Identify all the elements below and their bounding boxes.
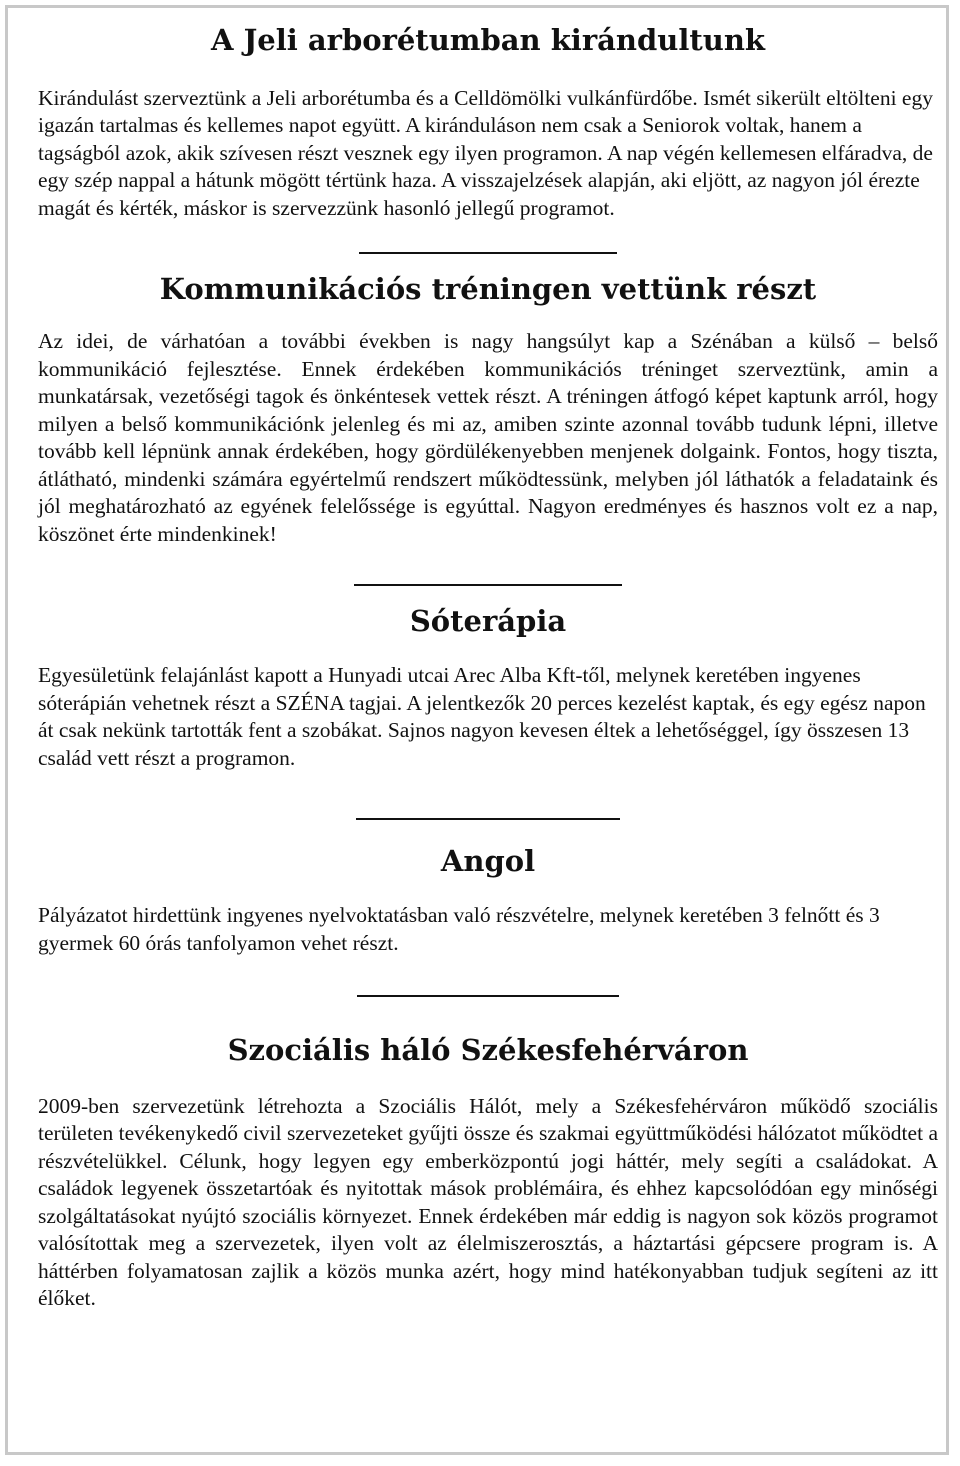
section-divider: [357, 995, 619, 997]
page-frame: [5, 5, 949, 1455]
section-divider: [354, 584, 622, 586]
section-body-szocialis-halo: 2009-ben szervezetünk létrehozta a Szociális Hálót, mely a Székesfehérváron működő szociális területen tevékenykedő civil szervezeteket gyűjti össze és szakmai együttműködési hálózatot működtet a részvételükkel. Célunk, hogy legyen egy emberközpontú jogi háttér, mely segíti a családokat. A családok legyenek összetartóak és nyitottak mások problémáira, és ehhez kapcsolódóan egy minőségi szolgáltatásokat nyújtó szociális környezet. Ennek érdekében már eddig is nagyon sok közös programot valósítottak meg a szervezetek, ilyen volt az élelmiszerosztás, a háztartási gépcsere program is. A háttérben folyamatosan zajlik a közös munka azért, hogy mind hatékonyabban tudjuk segíteni az itt élőket.: [38, 1093, 938, 1311]
section-divider: [359, 252, 617, 254]
section-body-jeli: Kirándulást szerveztünk a Jeli arborétumba és a Celldömölki vulkánfürdőbe. Ismét sikerült eltölteni egy igazán tartalmas és kellemes napot együtt. A kiránduláson nem csak a Seniorok voltak, hanem a tagságból azok, akik szívesen részt vesznek egy ilyen programon. A nap végén kellemesen elfáradva, de egy szép nappal a hátunk mögött tértünk haza. A visszajelzések alapján, aki eljött, az nagyon jól érezte magát és kérték, máskor is szervezzünk hasonló jellegű programot.: [38, 85, 933, 220]
section-body-kommunikacio: Az idei, de várhatóan a további években is nagy hangsúlyt kap a Szénában a külső – belső kommunikáció fejlesztése. Ennek érdekében kommunikációs tréninget szerveztünk, amin a munkatársak, vezetőségi tagok és önkéntesek vettek részt. A tréningen átfogó képet kaptunk arról, hogy milyen a belső kommunikációnk jelenleg és mi az, amiben szinte azonnal tovább tudunk lépni, illetve tovább kell lépnünk annak érdekében, hogy gördülékenyebben menjenek dolgaink. Fontos, hogy tiszta, átlátható, mindenki számára egyértelmű rendszert működtessünk, melyben jól láthatók a feladataink és jól meghatározható az egyének felelőssége is egyúttal. Nagyon eredményes és hasznos volt ez a nap, köszönet érte mindenkinek!: [38, 329, 938, 546]
newsletter-content: [38, 8, 938, 1313]
section-title-angol: Angol: [440, 844, 536, 879]
section-body-angol: Pályázatot hirdettünk ingyenes nyelvoktatásban való részvételre, melynek keretében 3 felnőtt és 3 gyermek 60 órás tanfolyamon vehet részt.: [38, 903, 880, 955]
section-title-soterapia: Sóterápia: [409, 604, 567, 639]
section-title-jeli: A Jeli arborétumban kirándultunk: [210, 23, 766, 57]
section-body-soterapia: Egyesületünk felajánlást kapott a Hunyadi utcai Arec Alba Kft-től, melynek keretében ingyenes sóterápián vehetnek részt a SZÉNA tagjai. A jelentkezők 20 perces kezelést kaptak, és egy egész napon át csak nekünk tartották fent a szobákat. Sajnos nagyon kevesen éltek a lehetőséggel, így összesen 13 család vett részt a programon.: [38, 663, 926, 770]
section-title-kommunikacio: Kommunikációs tréningen vettünk részt: [159, 272, 817, 307]
section-title-szocialis-halo: Szociális háló Székesfehérváron: [227, 1033, 749, 1068]
section-divider: [356, 818, 620, 820]
